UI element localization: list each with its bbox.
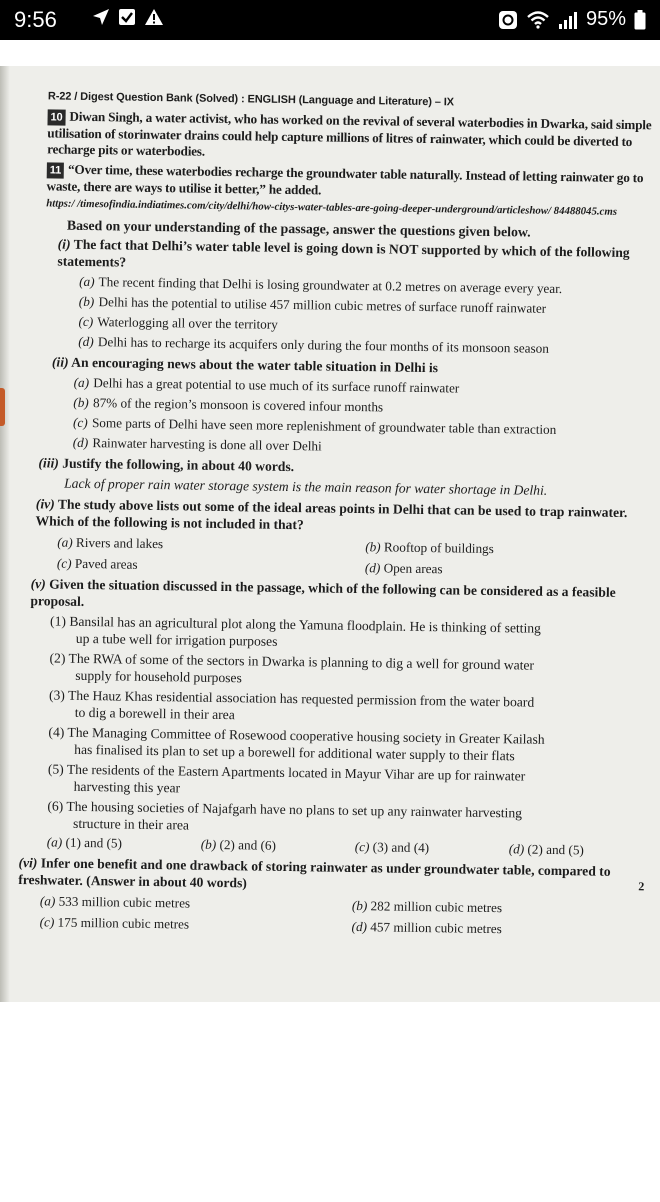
- question-text: Given the situation discussed in the passage, which of the following can be considered as a feasible proposal.: [30, 576, 616, 609]
- question-text: Infer one benefit and one drawback of storing rainwater as under groundwater table, compared to freshwater. (Answer in about 40 words): [18, 855, 611, 891]
- alert-icon: [144, 8, 164, 26]
- question-text: The fact that Delhi’s water table level is going down is NOT supported by which of the following statements?: [57, 236, 630, 270]
- option-item: (b) Rooftop of buildings: [365, 539, 494, 557]
- question-number: (i): [57, 236, 71, 252]
- option-item: (d) Delhi has to recharge its acquifers only during the four months of its monsoon season: [78, 333, 550, 356]
- question-number: (iii): [38, 455, 59, 471]
- statement-item: (2) The RWA of some of the sectors in Dwarka is planning to dig a well for ground water supply for household purposes: [49, 650, 535, 686]
- question-text: The study above lists out some of the ideal areas points in Delhi that can be used to trap rainwater. Which of the following is not included in that?: [35, 496, 628, 533]
- statement-item: (3) The Hauz Khas residential association has requested permission from the water board to dig a borewell in their area: [48, 687, 535, 723]
- questions-intro: Based on your understanding of the passage, answer the questions given below.: [66, 217, 531, 240]
- paragraph-text: “Over time, these waterbodies recharge the groundwater table naturally. Instead of letting rainwater go to waste, there are ways to utilise it better,” he added.: [46, 161, 644, 198]
- question-5: [30, 575, 650, 618]
- option-item: (c) Some parts of Delhi have seen more replenishment of groundwater table than extraction: [72, 414, 557, 437]
- question-text: Justify the following, in about 40 words.: [62, 455, 295, 475]
- option-item: (a) Rivers and lakes: [57, 534, 164, 552]
- statement-item: (5) The residents of the Eastern Apartments located in Mayur Vihar are up for rainwater harvesting this year: [47, 761, 526, 796]
- question-5-statements: [47, 612, 650, 840]
- option-item: (d) (2) and (5): [508, 841, 584, 858]
- option-item: (d) 457 million cubic metres: [351, 918, 502, 937]
- option-item: (c) 175 million cubic metres: [39, 914, 190, 932]
- recycle-icon: [498, 10, 518, 30]
- statement-item: (6) The housing societies of Najafgarh have no plans to set up any rainwater harvesting structure in their area: [47, 798, 523, 833]
- question-number: (vi): [18, 855, 38, 871]
- navigation-icon: [92, 8, 110, 26]
- page-header: R-22 / Digest Question Bank (Solved) : ENGLISH (Language and Literature) – IX: [47, 90, 455, 109]
- paragraph-number: 11: [47, 162, 64, 178]
- justify-statement: Lack of proper rain water storage system is the main reason for water shortage in Delhi.: [64, 475, 548, 498]
- option-item: (c) (3) and (4): [354, 839, 430, 856]
- document-photo: [0, 66, 660, 1002]
- option-item: (c) Paved areas: [56, 555, 138, 572]
- option-item: (d) Rainwater harvesting is done all over Delhi: [72, 434, 322, 454]
- wifi-icon: [526, 10, 550, 30]
- status-icons-left: [92, 8, 164, 26]
- option-item: (b) Delhi has the potential to utilise 457 million cubic metres of surface runoff rainwater: [78, 293, 547, 316]
- paragraph-number: 10: [47, 109, 65, 125]
- option-item: (a) The recent finding that Delhi is losing groundwater at 0.2 metres on average every year.: [79, 273, 563, 297]
- marks-badge: 2: [638, 879, 645, 894]
- option-item: (b) (2) and (6): [200, 836, 277, 853]
- question-6-options: [40, 890, 647, 941]
- option-item: (d) Open areas: [364, 560, 443, 577]
- option-item: (c) Waterlogging all over the territory: [78, 313, 278, 332]
- battery-percent: 95%: [585, 8, 626, 30]
- source-url: https:/ /timesofindia.indiatimes.com/city/delhi/how-citys-water-tables-are-going-deeper-underground/articleshow/ 84488045.cms: [46, 197, 618, 218]
- question-1-options: [78, 272, 655, 361]
- question-bank-page: [10, 90, 658, 941]
- option-item: (a) Delhi has a great potential to use much of its surface runoff rainwater: [73, 374, 460, 396]
- option-item: (b) 87% of the region’s monsoon is covered infour months: [73, 394, 384, 415]
- statement-item: (1) Bansilal has an agricultural plot along the Yamuna floodplain. He is thinking of setting up a tube well for irrigation purposes: [50, 613, 542, 649]
- option-item: (a) (1) and (5): [46, 834, 123, 851]
- status-time: 9:56: [14, 7, 57, 32]
- option-item: (b) 282 million cubic metres: [351, 897, 503, 916]
- question-number: (iv): [35, 496, 55, 512]
- question-2-options: [73, 373, 654, 462]
- question-text: An encouraging news about the water table situation in Delhi is: [71, 354, 439, 376]
- signal-icon: [558, 10, 578, 30]
- question-4-options: [57, 532, 652, 583]
- question-number: (v): [30, 576, 46, 592]
- page-shadow: [0, 66, 10, 1002]
- passage-paragraph-10: [47, 108, 658, 166]
- question-number: (ii): [51, 354, 69, 370]
- book-edge-marker: [0, 388, 5, 426]
- battery-icon: [634, 10, 646, 30]
- statement-item: (4) The Managing Committee of Rosewood cooperative housing society in Greater Kailash has finalised its plan to set up a borewell for additional water supply to their flats: [48, 724, 545, 764]
- status-icons-right: [498, 8, 646, 31]
- status-bar: [0, 0, 660, 40]
- paragraph-text: Diwan Singh, a water activist, who has worked on the revival of several waterbodies in Dwarka, said simple utilisation of storinwater drains could help capture millions of litres of rainwater, which could be diverted to recharge pits or waterbodies.: [47, 108, 652, 159]
- option-item: (a) 533 million cubic metres: [39, 893, 191, 911]
- check-box-icon: [118, 8, 136, 26]
